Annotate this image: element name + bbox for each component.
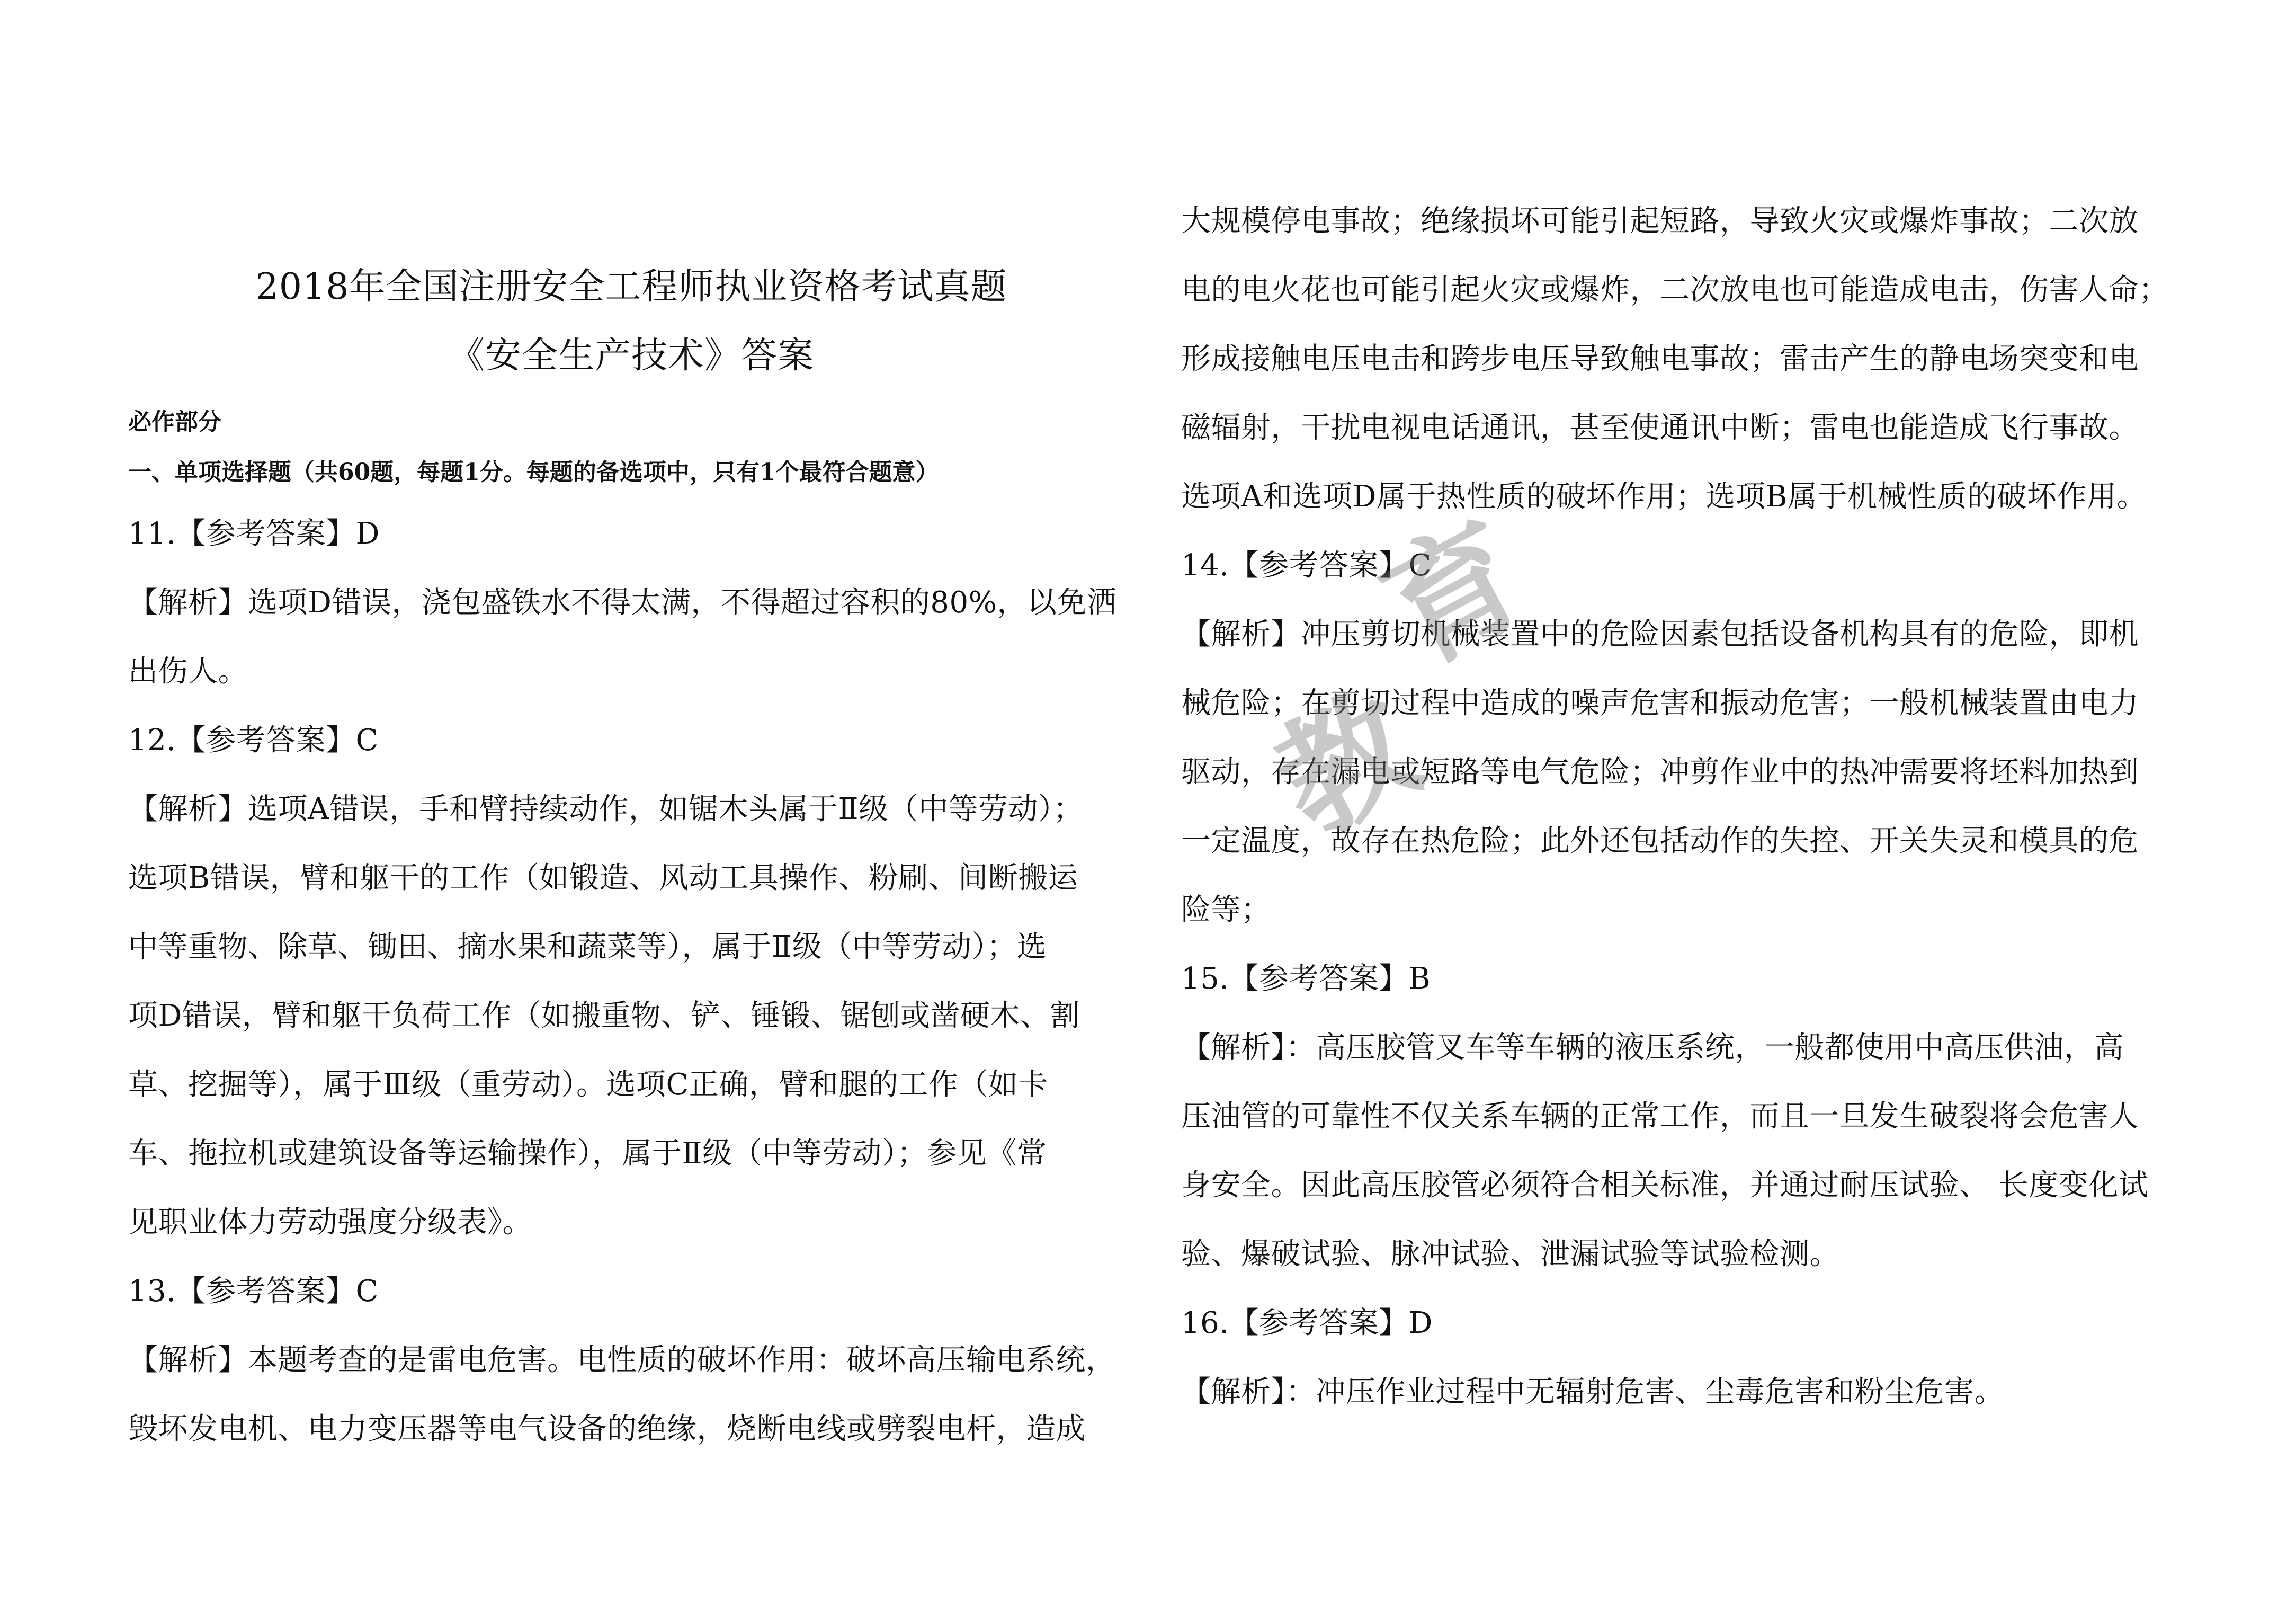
document-subtitle: 《安全生产技术》答案 xyxy=(448,335,814,377)
document-title: 2018年全国注册安全工程师执业资格考试真题 xyxy=(255,266,1007,308)
explanation-line: 草、挖掘等），属于Ⅲ级（重劳动）。选项C正确，臂和腿的工作（如卡 xyxy=(128,1067,1048,1102)
section-heading-single-choice: 一、单项选择题（共60题，每题1分。每题的备选项中，只有1个最符合题意） xyxy=(128,459,939,486)
explanation-line: 【解析】：高压胶管叉车等车辆的液压系统，一般都使用中高压供油，高 xyxy=(1181,1030,2124,1065)
explanation-line: 【解析】冲压剪切机械装置中的危险因素包括设备机构具有的危险，即机 xyxy=(1181,617,2139,652)
explanation-line: 【解析】选项A错误，手和臂持续动作，如锯木头属于Ⅱ级（中等劳动）； xyxy=(128,792,1084,826)
explanation-line: 项D错误，臂和躯干负荷工作（如搬重物、铲、锤锻、锯刨或凿硬木、割 xyxy=(128,999,1080,1033)
explanation-line: 见职业体力劳动强度分级表》。 xyxy=(128,1205,532,1240)
answer-line: 15.【参考答案】B xyxy=(1181,962,1431,996)
section-heading-required: 必作部分 xyxy=(128,408,221,435)
watermark-char: 教 xyxy=(1252,665,1442,865)
answer-line: 11.【参考答案】D xyxy=(128,517,380,551)
explanation-line: 选项A和选项D属于热性质的破坏作用；选项B属于机械性质的破坏作用。 xyxy=(1181,479,2147,514)
explanation-line: 出伤人。 xyxy=(128,654,248,689)
explanation-line: 中等重物、除草、锄田、摘水果和蔬菜等），属于Ⅱ级（中等劳动）；选 xyxy=(128,930,1047,964)
explanation-line: 身安全。因此高压胶管必须符合相关标准，并通过耐压试验、 长度变化试 xyxy=(1181,1168,2149,1203)
explanation-line: 验、爆破试验、脉冲试验、泄漏试验等试验检测。 xyxy=(1181,1237,1839,1271)
explanation-line: 【解析】：冲压作业过程中无辐射危害、尘毒危害和粉尘危害。 xyxy=(1181,1375,2004,1409)
answer-line: 12.【参考答案】C xyxy=(128,723,379,758)
watermark-char: 育 xyxy=(1360,495,1549,693)
explanation-line: 压油管的可靠性不仅关系车辆的正常工作，而且一旦发生破裂将会危害人 xyxy=(1181,1099,2139,1134)
explanation-line: 电的电火花也可能引起火灾或爆炸，二次放电也可能造成电击，伤害人命； xyxy=(1181,273,2169,307)
explanation-line: 毁坏发电机、电力变压器等电气设备的绝缘，烧断电线或劈裂电杆，造成 xyxy=(128,1412,1086,1446)
explanation-line: 械危险；在剪切过程中造成的噪声危害和振动危害；一般机械装置由电力 xyxy=(1181,686,2139,720)
explanation-line: 【解析】本题考查的是雷电危害。电性质的破坏作用：破坏高压输电系统， xyxy=(128,1343,1116,1377)
explanation-line: 磁辐射，干扰电视电话通讯，甚至使通讯中断；雷电也能造成飞行事故。 xyxy=(1181,411,2139,445)
explanation-line: 【解析】选项D错误，浇包盛铁水不得太满，不得超过容积的80%，以免洒 xyxy=(128,585,1117,620)
answer-line: 14.【参考答案】C xyxy=(1181,548,1432,583)
explanation-line: 车、拖拉机或建筑设备等运输操作），属于Ⅱ级（中等劳动）；参见《常 xyxy=(128,1136,1047,1171)
explanation-line: 形成接触电压电击和跨步电压导致触电事故；雷击产生的静电场突变和电 xyxy=(1181,342,2139,376)
answer-line: 13.【参考答案】C xyxy=(128,1274,379,1309)
explanation-line: 选项B错误，臂和躯干的工作（如锻造、风动工具操作、粉刷、间断搬运 xyxy=(128,861,1078,895)
explanation-line: 驱动，存在漏电或短路等电气危险；冲剪作业中的热冲需要将坯料加热到 xyxy=(1181,755,2139,789)
explanation-line: 险等； xyxy=(1181,893,1271,927)
explanation-line: 大规模停电事故；绝缘损坏可能引起短路，导致火灾或爆炸事故；二次放 xyxy=(1181,204,2139,238)
explanation-line: 一定温度，故存在热危险；此外还包括动作的失控、开关失灵和模具的危 xyxy=(1181,824,2139,858)
answer-line: 16.【参考答案】D xyxy=(1181,1306,1433,1340)
